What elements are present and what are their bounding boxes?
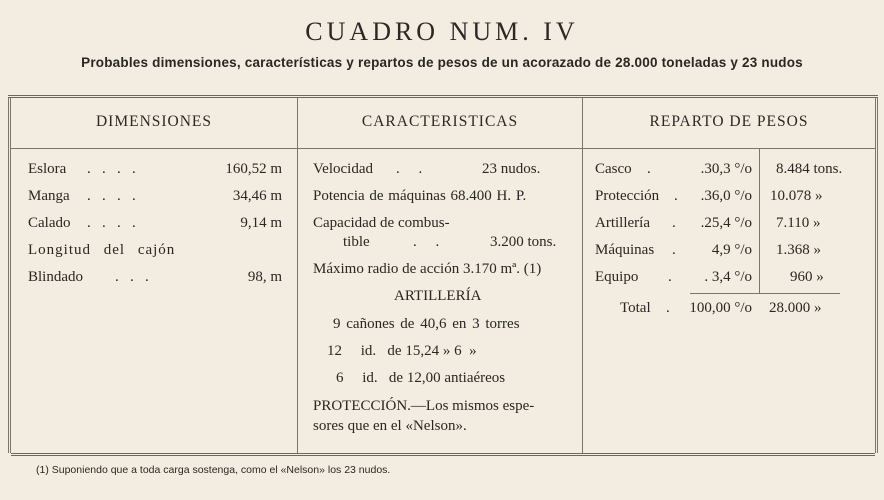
reparto-tons: 960 » [790,269,824,285]
proteccion-line-1: PROTECCIÓN.—Los mismos espe- [313,398,535,414]
reparto-pct: .36,0 °/o [700,188,752,204]
reparto-label: Casco [595,161,632,177]
dim-dots: . . . . [87,188,136,204]
dim-dots: . . . [115,269,149,285]
potencia-text: Potencia de máquinas 68.400 H. P. [313,188,527,204]
capacidad-value: 3.200 tons. [490,234,557,250]
reparto-tons: 8.484 tons. [776,161,843,177]
velocidad-value: 23 nudos. [482,161,541,177]
header-reparto: REPARTO DE PESOS [649,113,809,130]
page-subtitle: Probables dimensiones, características y repartos de pesos de un acorazado de 28.000 toneladas y 23 nudos [81,55,803,70]
dim-dots: . . . . [87,215,136,231]
column-divider-1 [297,98,298,453]
reparto-tons: 7.110 » [776,215,821,231]
reparto-pct: 4,9 °/o [711,242,752,258]
reparto-pct: .30,3 °/o [700,161,752,177]
reparto-inner-divider [759,148,760,293]
reparto-tons: 10.078 » [770,188,823,204]
reparto-dots: . [672,242,676,258]
velocidad-label: Velocidad [313,161,373,177]
reparto-label: Artillería [595,215,650,231]
velocidad-dots: . . [396,161,423,177]
total-pct: 100,00 °/o [689,300,752,316]
dim-value: 9,14 m [240,215,282,231]
reparto-pct: . 3,4 °/o [704,269,752,285]
total-dots: . [666,300,670,316]
total-label: Total [620,300,651,316]
artilleria-line-3: 6 id. de 12,00 antiaéreos [336,370,506,386]
artilleria-line-2: 12 id. de 15,24 » 6 » [327,343,477,359]
reparto-tons: 1.368 » [776,242,821,258]
capacidad-line-2: tible [343,234,370,250]
table-right-border [875,98,878,453]
dim-label: Calado [28,215,71,231]
header-dimensiones: DIMENSIONES [95,113,213,130]
table-bottom-border [11,453,875,456]
dim-value: 34,46 m [232,188,282,204]
radio-text: Máximo radio de acción 3.170 mª. (1) [313,261,542,277]
artilleria-title: ARTILLERÍA [394,288,482,304]
dim-value: 160,52 m [225,161,282,177]
capacidad-dots: . . [413,234,440,250]
reparto-pct: .25,4 °/o [700,215,752,231]
total-rule [690,293,840,294]
capacidad-line-1: Capacidad de combus- [313,215,450,231]
reparto-dots: . [674,188,678,204]
dim-value: 98, m [247,269,282,285]
proteccion-line-2: sores que en el «Nelson». [313,418,467,434]
footnote: (1) Suponiendo que a toda carga sostenga, como el «Nelson» los 23 nudos. [36,464,391,476]
dim-label: Longitud del cajón [28,242,176,258]
header-caracteristicas: CARACTERISTICAS [361,113,519,130]
reparto-dots: . [672,215,676,231]
reparto-label: Máquinas [595,242,655,258]
dim-label: Blindado [28,269,83,285]
total-tons: 28.000 » [769,300,822,316]
reparto-dots: . [647,161,651,177]
column-divider-2 [582,98,583,453]
artilleria-line-1: 9 cañones de 40,6 en 3 torres [333,316,520,332]
reparto-label: Protección [595,188,660,204]
reparto-label: Equipo [595,269,639,285]
dim-label: Eslora [28,161,67,177]
reparto-dots: . [668,269,672,285]
dim-dots: . . . . [87,161,136,177]
page-title: CUADRO NUM. IV [305,17,579,46]
table-left-border [8,98,11,453]
header-divider [11,148,875,149]
dim-label: Manga [28,188,70,204]
